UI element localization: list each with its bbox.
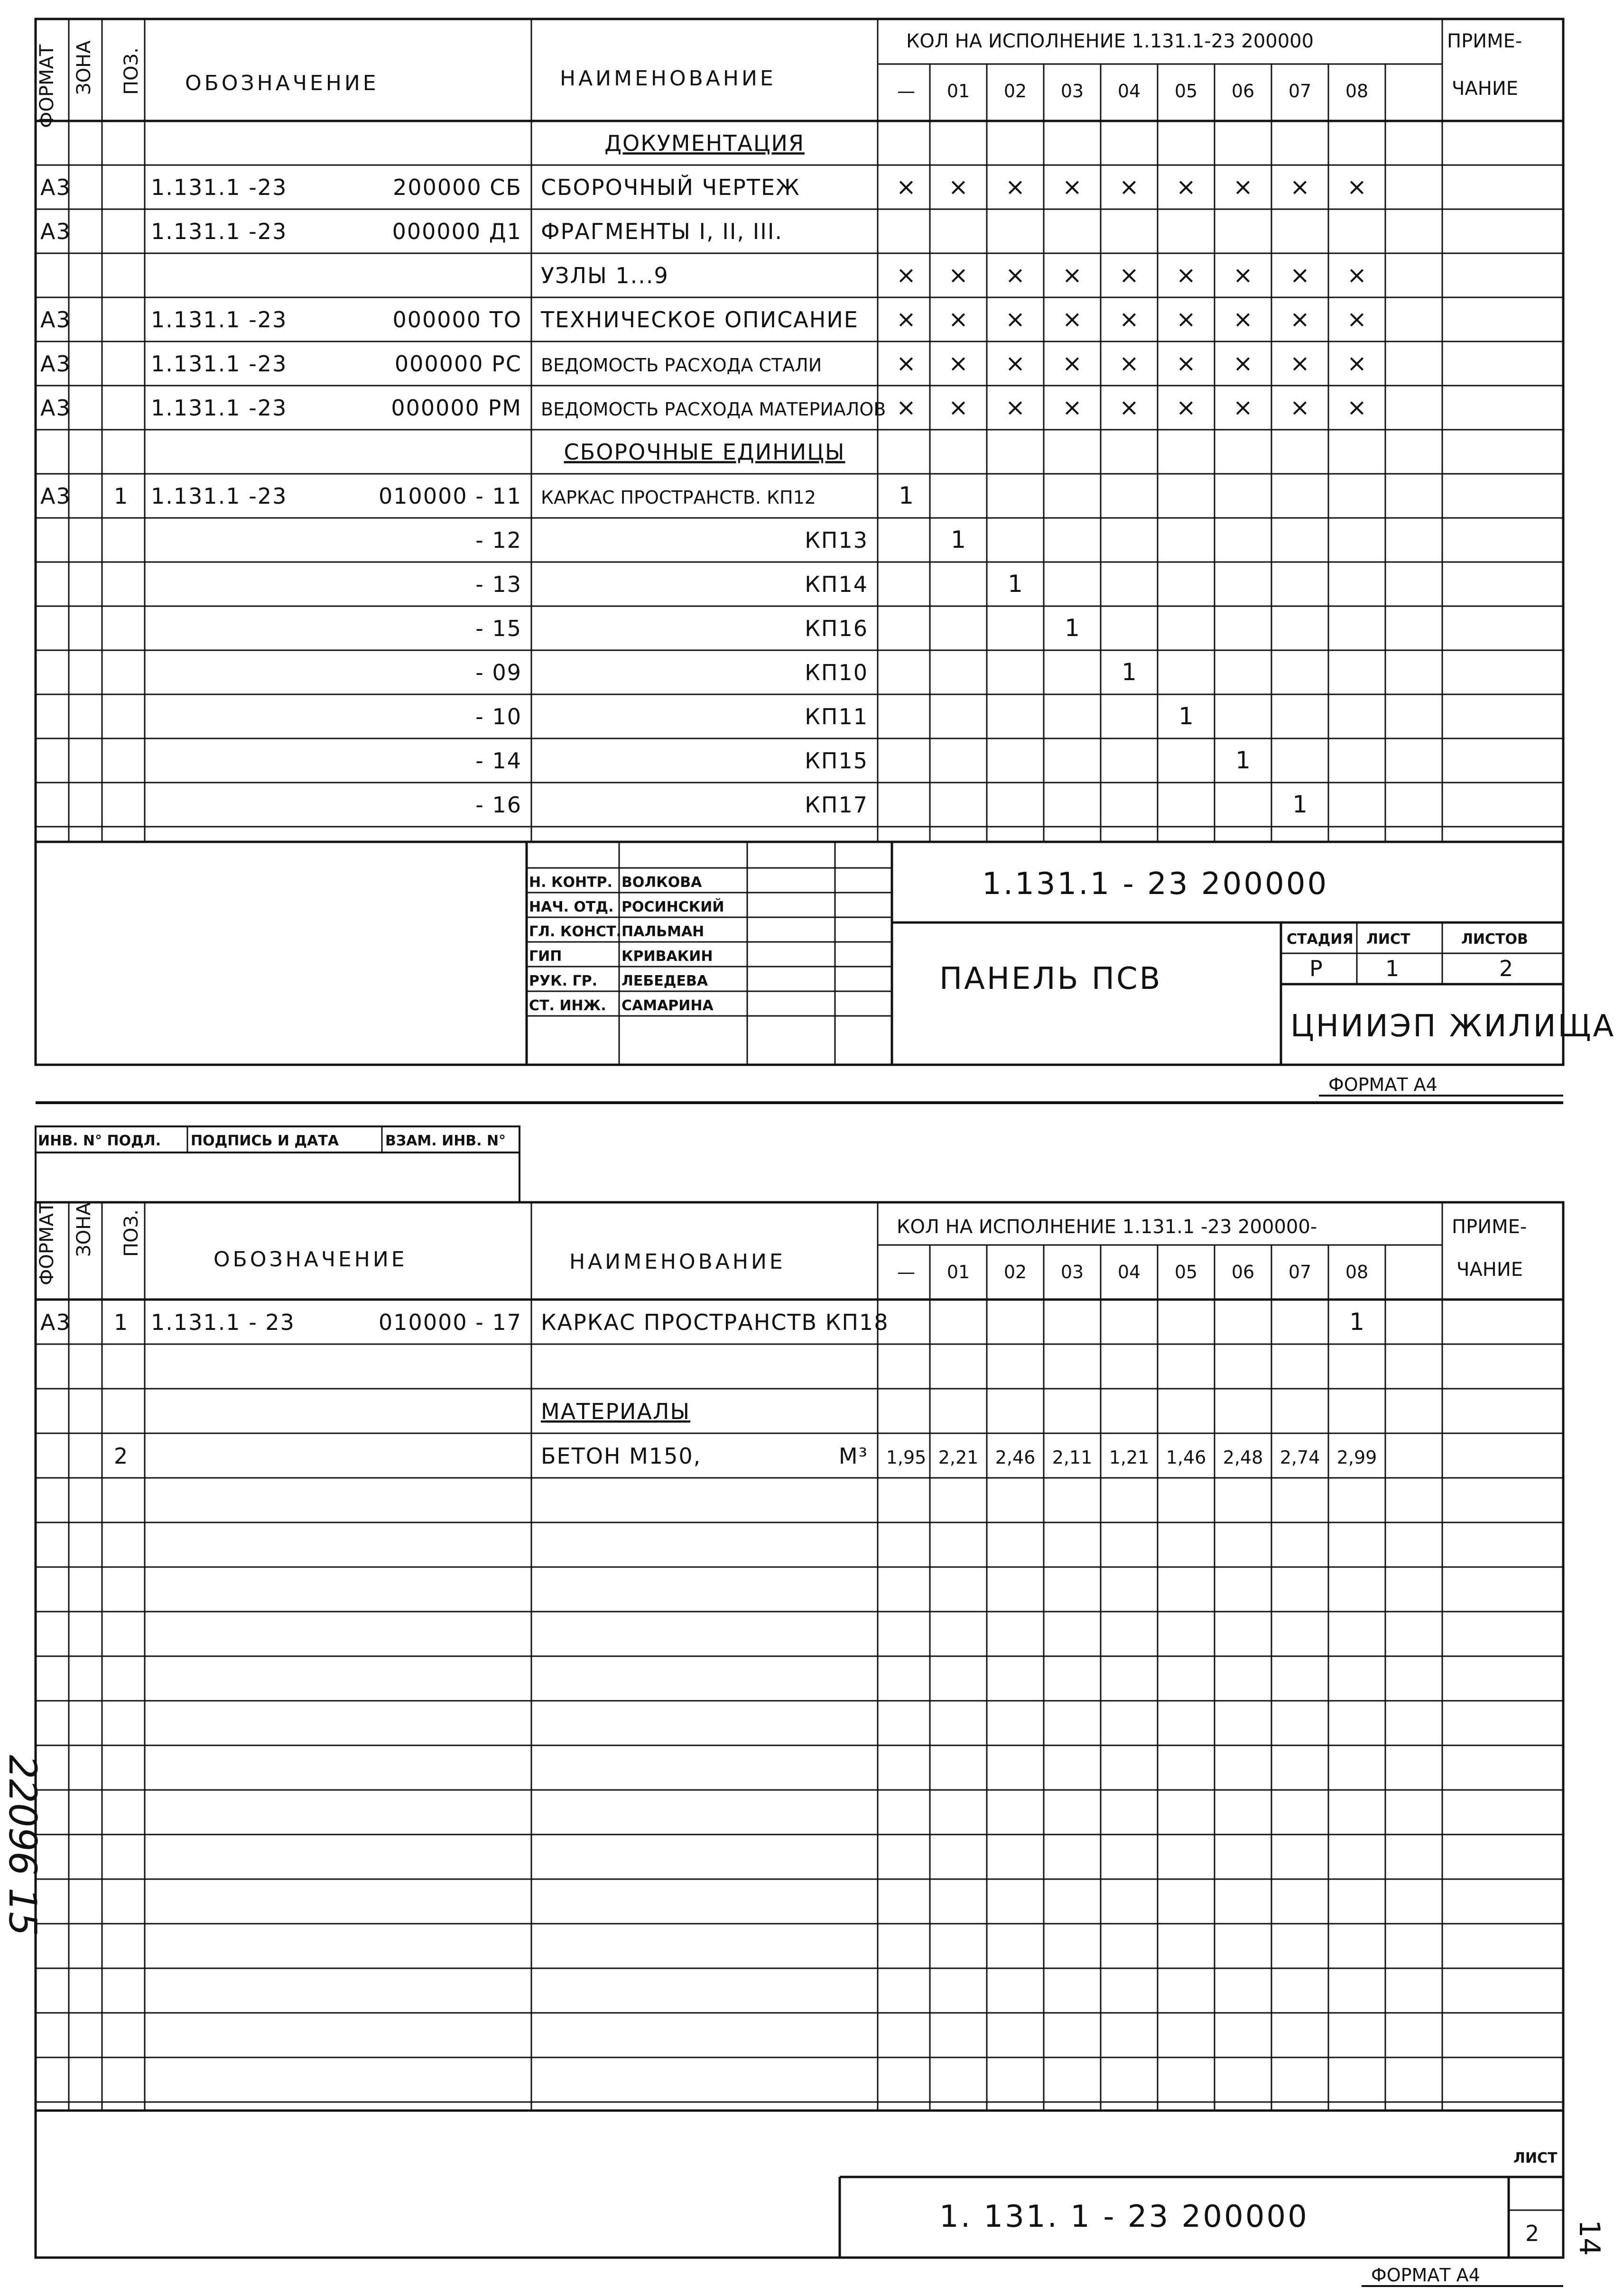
qty-mark: × (1119, 394, 1139, 422)
qty-mark: × (896, 173, 916, 201)
variant-header: 02 (1003, 81, 1027, 101)
qty-mark: × (1176, 305, 1196, 333)
row-code: 000000 ТО (392, 307, 522, 333)
sheet1-format-label: ФОРМАТ А4 (1328, 1074, 1438, 1095)
row-designation: 1.131.1 -23 (151, 175, 288, 201)
row-code: - 15 (475, 616, 522, 642)
org-name: ЦНИИЭП ЖИЛИЩА (1290, 1009, 1616, 1044)
qty-mark: × (1005, 173, 1025, 201)
qty-mark: × (896, 394, 916, 422)
variant-header: 03 (1060, 1262, 1084, 1282)
qty-mark: × (948, 394, 968, 422)
side-stamp (38, 1133, 506, 1149)
header-pos: ПОЗ. (121, 47, 142, 95)
signer-name: РОСИНСКИЙ (621, 899, 724, 915)
row-name: БЕТОН М150, (541, 1443, 702, 1469)
qty-mark: × (1062, 394, 1082, 422)
qty-mark: × (1290, 350, 1310, 378)
sheet2-sheet-label: ЛИСТ (1513, 2150, 1558, 2167)
sheet2-sheet-value: 2 (1525, 2221, 1540, 2246)
row-name: КП14 (805, 572, 868, 598)
qty-mark: × (1005, 305, 1025, 333)
row-designation: 1.131.1 - 23 (151, 1309, 295, 1335)
qty-mark: 1 (899, 482, 914, 510)
qty-mark: 1 (1178, 702, 1194, 730)
sheet1-title-block (939, 867, 1615, 1095)
row-code: 010000 - 11 (379, 483, 522, 509)
qty-mark: × (1233, 394, 1253, 422)
qty-mark: × (1062, 305, 1082, 333)
header-zone: ЗОНА (73, 1202, 95, 1257)
sheet-label: ЛИСТ (1366, 931, 1410, 948)
header-format: ФОРМАТ (36, 1201, 58, 1285)
header-name: НАИМЕНОВАНИЕ (560, 66, 776, 91)
row-designation: 1.131.1 -23 (151, 395, 288, 421)
qty-mark: × (1347, 394, 1367, 422)
header-qty: КОЛ НА ИСПОЛНЕНИЕ 1.131.1 -23 200000- (897, 1216, 1317, 1238)
row-name: КП15 (805, 748, 868, 774)
variant-header: 01 (946, 1262, 970, 1282)
qty-mark: 2,74 (1280, 1447, 1320, 1468)
qty-mark: 2,46 (995, 1447, 1036, 1468)
row-format: А3 (40, 395, 71, 421)
qty-mark: × (896, 350, 916, 378)
qty-mark: × (1062, 350, 1082, 378)
qty-mark: × (1347, 350, 1367, 378)
variant-header: 06 (1231, 1262, 1255, 1282)
inv-label: ИНВ. N° ПОДЛ. (38, 1133, 161, 1149)
row-designation: 1.131.1 -23 (151, 351, 288, 377)
signer-name: САМАРИНА (621, 997, 714, 1014)
row-designation: 1.131.1 -23 (151, 483, 288, 509)
row-designation: 1.131.1 -23 (151, 219, 288, 245)
header-zone: ЗОНА (73, 40, 95, 95)
qty-mark: × (1176, 394, 1196, 422)
header-designation: ОБОЗНАЧЕНИЕ (185, 71, 379, 95)
replace-label: ВЗАМ. ИНВ. N° (385, 1133, 506, 1149)
row-code: - 14 (475, 748, 522, 774)
row-unit: М³ (838, 1443, 868, 1469)
signer-name: ВОЛКОВА (621, 874, 702, 891)
qty-mark: × (1290, 305, 1310, 333)
variant-header: — (897, 1262, 915, 1282)
section-title: МАТЕРИАЛЫ (541, 1398, 691, 1424)
row-code: 000000 РМ (391, 395, 522, 421)
qty-mark: × (1290, 173, 1310, 201)
sheet-value: 1 (1385, 956, 1400, 981)
qty-mark: 1 (1122, 658, 1137, 686)
qty-mark: × (1233, 350, 1253, 378)
row-code: 000000 РС (394, 351, 522, 377)
row-name: ВЕДОМОСТЬ РАСХОДА СТАЛИ (541, 355, 822, 376)
row-code: 200000 СБ (393, 175, 522, 201)
qty-mark: × (1176, 261, 1196, 289)
qty-mark: 1 (951, 526, 966, 554)
row-name: УЗЛЫ 1...9 (541, 263, 669, 289)
signer-role: НАЧ. ОТД. (529, 899, 614, 915)
row-name: ТЕХНИЧЕСКОЕ ОПИСАНИЕ (541, 307, 859, 333)
variant-header: 07 (1288, 1262, 1312, 1282)
variant-header: 07 (1288, 81, 1312, 101)
signer-name: ПАЛЬМАН (621, 923, 705, 940)
signer-role: СТ. ИНЖ. (529, 997, 606, 1014)
header-pos: ПОЗ. (121, 1209, 142, 1257)
row-code: 000000 Д1 (392, 219, 522, 245)
page-number: 14 (1573, 2220, 1606, 2256)
variant-header: 08 (1345, 1262, 1369, 1282)
qty-mark: 2,11 (1052, 1447, 1093, 1468)
qty-mark: × (1233, 261, 1253, 289)
qty-mark: 2,99 (1336, 1447, 1377, 1468)
qty-mark: × (1290, 261, 1310, 289)
sheet1-doc-code: 1.131.1 - 23 200000 (982, 867, 1329, 902)
qty-mark: 2,48 (1223, 1447, 1263, 1468)
qty-mark: × (948, 261, 968, 289)
qty-mark: 2,21 (938, 1447, 979, 1468)
qty-mark: × (1119, 305, 1139, 333)
qty-mark: 1 (1065, 614, 1080, 642)
qty-mark: × (1176, 173, 1196, 201)
row-name: КП13 (805, 527, 868, 553)
row-format: А3 (40, 1309, 71, 1335)
qty-mark: × (1233, 173, 1253, 201)
row-format: А3 (40, 219, 71, 245)
section-title: СБОРОЧНЫЕ ЕДИНИЦЫ (564, 439, 845, 465)
qty-mark: × (896, 305, 916, 333)
variant-header: 05 (1174, 1262, 1198, 1282)
row-name: СБОРОЧНЫЙ ЧЕРТЕЖ (541, 175, 800, 201)
row-name: ВЕДОМОСТЬ РАСХОДА МАТЕРИАЛОВ (541, 399, 886, 420)
header-note-1: ПРИМЕ- (1452, 1216, 1527, 1238)
variant-header: 02 (1003, 1262, 1027, 1282)
row-name: ФРАГМЕНТЫ I, II, III. (541, 219, 783, 245)
sheet2-title-block (939, 2150, 1558, 2286)
header-note-2: ЧАНИЕ (1456, 1259, 1523, 1281)
qty-mark: × (1005, 261, 1025, 289)
qty-mark: 1 (1008, 570, 1023, 598)
header-note-2: ЧАНИЕ (1452, 78, 1519, 100)
sheets-value: 2 (1499, 956, 1514, 981)
qty-mark: × (1290, 394, 1310, 422)
row-name: КП11 (805, 704, 868, 730)
row-format: А3 (40, 175, 71, 201)
qty-mark: × (1062, 261, 1082, 289)
variant-header: 04 (1117, 81, 1141, 101)
header-designation: ОБОЗНАЧЕНИЕ (213, 1247, 408, 1272)
qty-mark: × (896, 261, 916, 289)
qty-mark: × (1062, 173, 1082, 201)
variant-header: 06 (1231, 81, 1255, 101)
row-code: - 16 (475, 792, 522, 818)
row-name: КП10 (805, 660, 868, 686)
sheet2-format-label: ФОРМАТ А4 (1371, 2265, 1480, 2286)
signer-name: ЛЕБЕДЕВА (621, 973, 708, 989)
variant-header: 04 (1117, 1262, 1141, 1282)
signer-name: КРИВАКИН (621, 948, 713, 965)
stage-value: Р (1309, 956, 1324, 981)
row-designation: 1.131.1 -23 (151, 307, 288, 333)
qty-mark: 1 (1292, 791, 1308, 819)
qty-mark: × (948, 350, 968, 378)
sign-label: ПОДПИСЬ И ДАТА (191, 1133, 339, 1149)
row-name: КАРКАС ПРОСТРАНСТВ КП18 (541, 1309, 889, 1335)
signer-role: ГИП (529, 948, 562, 965)
header-qty: КОЛ НА ИСПОЛНЕНИЕ 1.131.1-23 200000 (906, 30, 1314, 52)
qty-mark: × (1176, 350, 1196, 378)
sheet1-title: ПАНЕЛЬ ПСВ (939, 961, 1162, 996)
qty-mark: × (1347, 305, 1367, 333)
row-pos: 2 (114, 1443, 129, 1469)
signer-role: ГЛ. КОНСТ. (529, 923, 621, 940)
signer-role: РУК. ГР. (529, 973, 597, 989)
row-code: - 13 (475, 572, 522, 598)
sheets-label: ЛИСТОВ (1461, 931, 1528, 948)
header-format: ФОРМАТ (36, 44, 58, 128)
row-format: А3 (40, 483, 71, 509)
qty-mark: × (948, 305, 968, 333)
qty-mark: × (1347, 173, 1367, 201)
row-pos: 1 (114, 1309, 129, 1335)
qty-mark: × (1119, 261, 1139, 289)
margin-note: 22096 15 (0, 1755, 45, 1936)
qty-mark: × (1347, 261, 1367, 289)
qty-mark: × (1119, 173, 1139, 201)
sheet2-doc-code: 1. 131. 1 - 23 200000 (939, 2199, 1309, 2234)
qty-mark: × (1005, 394, 1025, 422)
row-code: - 12 (475, 527, 522, 553)
row-name: КАРКАС ПРОСТРАНСТВ. КП12 (541, 487, 816, 508)
sheet2-title-frame (36, 2111, 1563, 2258)
row-name: КП16 (805, 616, 868, 642)
variant-header: 05 (1174, 81, 1198, 101)
variant-header: 08 (1345, 81, 1369, 101)
row-format: А3 (40, 351, 71, 377)
qty-mark: 1,21 (1109, 1447, 1150, 1468)
row-name: КП17 (805, 792, 868, 818)
header-note-1: ПРИМЕ- (1447, 30, 1522, 52)
header-name: НАИМЕНОВАНИЕ (569, 1250, 786, 1274)
qty-mark: 1,95 (886, 1447, 927, 1468)
qty-mark: × (948, 173, 968, 201)
sheet1-header (36, 30, 1522, 128)
row-code: 010000 - 17 (379, 1309, 522, 1335)
qty-mark: × (1233, 305, 1253, 333)
row-code: - 09 (475, 660, 522, 686)
signer-role: Н. КОНТР. (529, 874, 612, 891)
qty-mark: × (1119, 350, 1139, 378)
row-code: - 10 (475, 704, 522, 730)
qty-mark: 1 (1235, 747, 1251, 775)
variant-header: 01 (946, 81, 970, 101)
stage-label: СТАДИЯ (1287, 931, 1354, 948)
qty-mark: × (1005, 350, 1025, 378)
row-format: А3 (40, 307, 71, 333)
qty-mark: 1,46 (1166, 1447, 1206, 1468)
variant-header: — (897, 81, 915, 101)
row-pos: 1 (114, 483, 129, 509)
section-title: ДОКУМЕНТАЦИЯ (604, 130, 805, 157)
qty-mark: 1 (1349, 1308, 1364, 1336)
variant-header: 03 (1060, 81, 1084, 101)
